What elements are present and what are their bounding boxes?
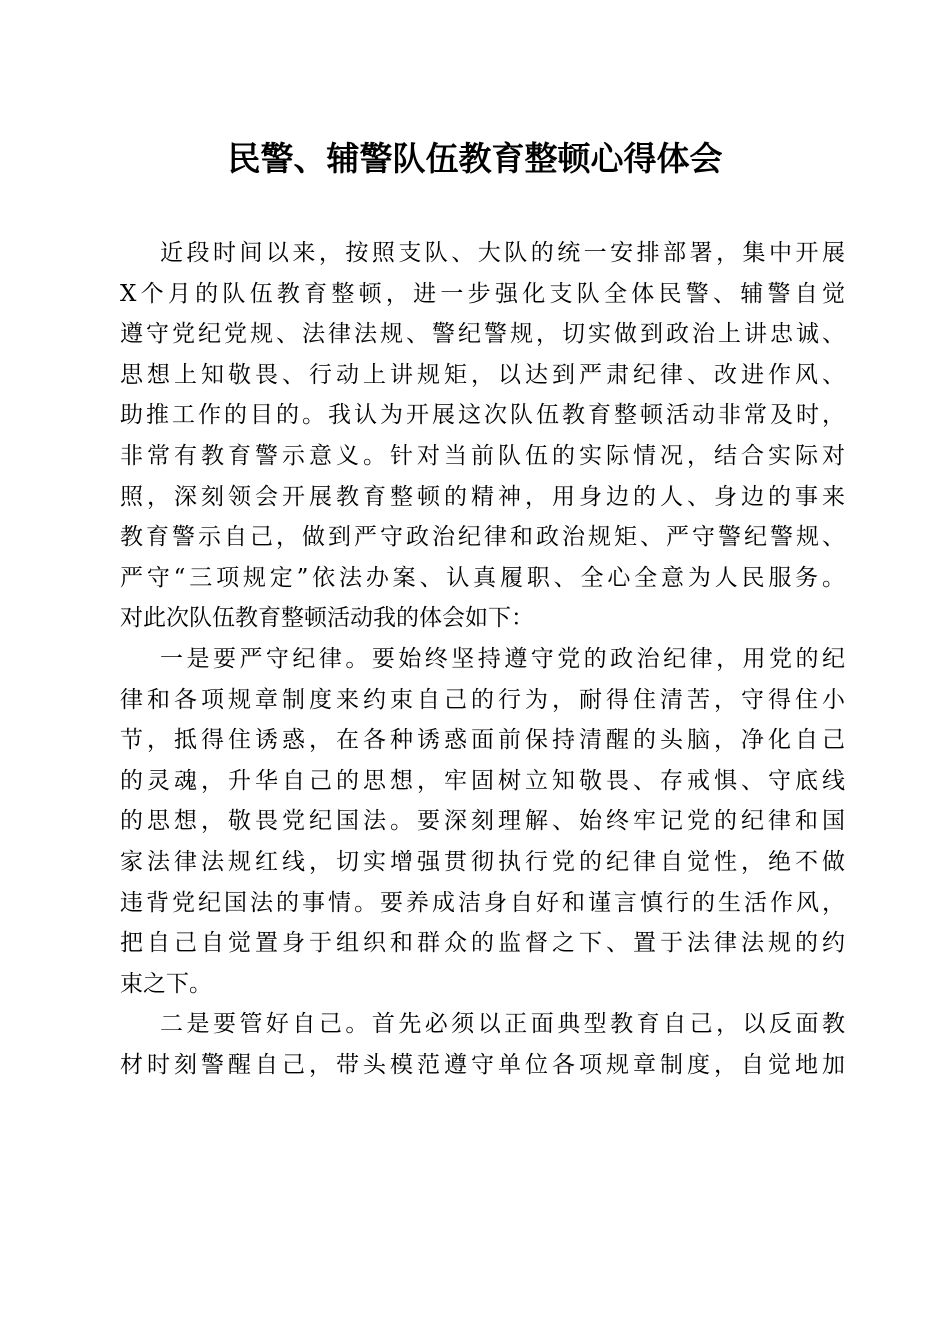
text-line: 教育警示自己，做到严守政治纪律和政治规矩、严守警纪警规、 (120, 524, 845, 551)
text-line: 律和各项规章制度来约束自己的行为，耐得住清苦，守得住小 (120, 686, 845, 713)
text-line: 思想上知敬畏、行动上讲规矩，以达到严肃纪律、改进作风、 (120, 361, 845, 388)
text-line: 照，深刻领会开展教育整顿的精神，用身边的人、身边的事来 (120, 483, 845, 510)
text-line: 一是要严守纪律。要始终坚持遵守党的政治纪律，用党的纪 (160, 645, 845, 672)
text-line: 把自己自觉置身于组织和群众的监督之下、置于法律法规的约 (120, 930, 845, 957)
document-title: 民警、辅警队伍教育整顿心得体会 (227, 139, 723, 178)
text-line: 的灵魂，升华自己的思想，牢固树立知敬畏、存戒惧、守底线 (120, 767, 845, 794)
text-line: 严守“三项规定”依法办案、认真履职、全心全意为人民服务。 (120, 564, 845, 591)
text-line: 遵守党纪党规、法律法规、警纪警规，切实做到政治上讲忠诚、 (120, 321, 845, 348)
text-line: 节，抵得住诱惑，在各种诱惑面前保持清醒的头脑，净化自己 (120, 727, 845, 754)
text-line: 非常有教育警示意义。针对当前队伍的实际情况，结合实际对 (120, 442, 845, 469)
text-line: 家法律法规红线，切实增强贯彻执行党的纪律自觉性，绝不做 (120, 848, 845, 875)
text-line: 违背党纪国法的事情。要养成洁身自好和谨言慎行的生活作风， (120, 889, 845, 916)
text-line: X个月的队伍教育整顿，进一步强化支队全体民警、辅警自觉 (120, 280, 845, 307)
text-line: 二是要管好自己。首先必须以正面典型教育自己，以反面教 (160, 1011, 845, 1038)
text-line: 的思想，敬畏党纪国法。要深刻理解、始终牢记党的纪律和国 (120, 808, 845, 835)
text-line: 近段时间以来，按照支队、大队的统一安排部署，集中开展 (160, 240, 845, 266)
document-body (120, 233, 845, 1085)
text-line: 束之下。 (120, 970, 212, 997)
text-line: 材时刻警醒自己，带头模范遵守单位各项规章制度，自觉地加 (120, 1051, 845, 1078)
text-line: 对此次队伍教育整顿活动我的体会如下： (120, 605, 534, 632)
text-line: 助推工作的目的。我认为开展这次队伍教育整顿活动非常及时， (120, 402, 845, 429)
